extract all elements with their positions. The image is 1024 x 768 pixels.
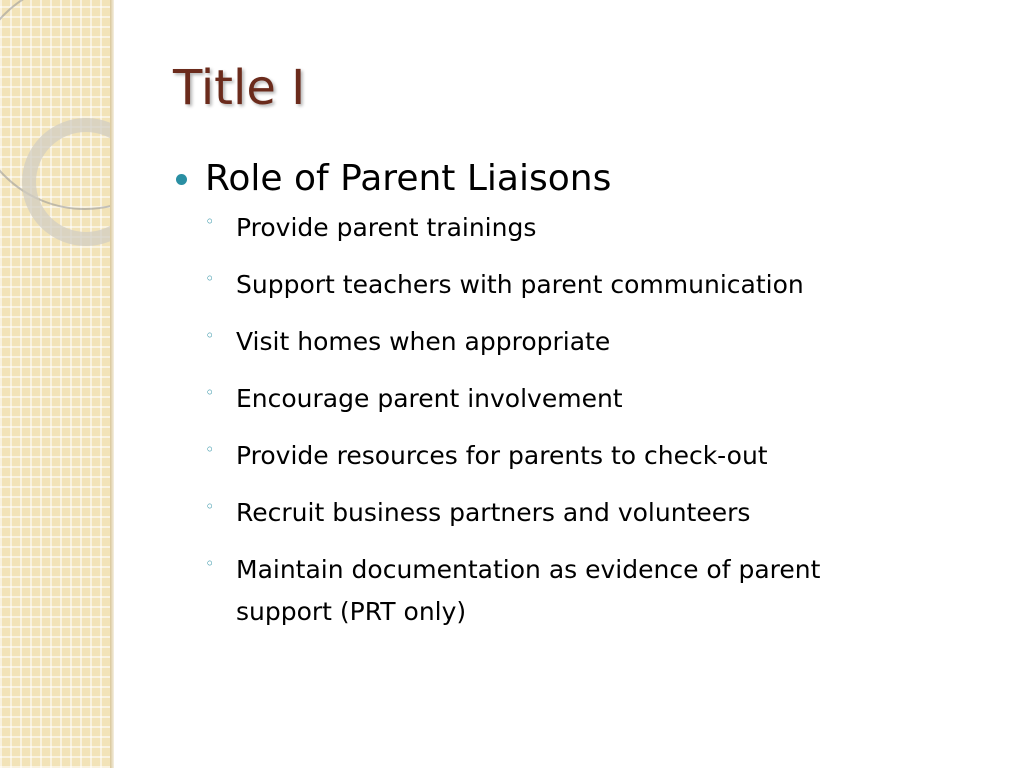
sub-bullet-item — [205, 492, 896, 534]
slide-title: Title I — [173, 60, 306, 116]
hollow-circle-bullet-icon: ◦ — [205, 269, 215, 288]
sub-bullet-text: Provide parent trainings — [236, 213, 537, 242]
sidebar-edge — [110, 0, 114, 768]
sub-bullet-item — [205, 378, 896, 420]
hollow-circle-bullet-icon: ◦ — [205, 554, 215, 573]
hollow-circle-bullet-icon: ◦ — [205, 212, 215, 231]
sub-bullet-item — [205, 321, 896, 363]
hollow-circle-bullet-icon: ◦ — [205, 440, 215, 459]
sub-bullet-item — [205, 549, 896, 633]
hollow-circle-bullet-icon: ◦ — [205, 383, 215, 402]
sub-bullet-item — [205, 207, 896, 249]
sub-bullet-text: Maintain documentation as evidence of parent support (PRT only) — [236, 555, 821, 626]
hollow-circle-bullet-icon: ◦ — [205, 497, 215, 516]
sub-bullet-item — [205, 435, 896, 477]
sub-bullet-list — [205, 207, 896, 633]
sub-bullet-text: Recruit business partners and volunteers — [236, 498, 751, 527]
hollow-circle-bullet-icon: ◦ — [205, 326, 215, 345]
slide-content — [176, 156, 896, 648]
decorative-sidebar — [0, 0, 112, 768]
sub-bullet-text: Visit homes when appropriate — [236, 327, 611, 356]
bullet-dot-icon — [176, 174, 187, 185]
sub-bullet-item — [205, 264, 896, 306]
sub-bullet-text: Encourage parent involvement — [236, 384, 623, 413]
sub-bullet-text: Provide resources for parents to check-out — [236, 441, 768, 470]
bullet-item — [176, 156, 896, 633]
bullet-text: Role of Parent Liaisons — [205, 158, 612, 199]
sub-bullet-text: Support teachers with parent communication — [236, 270, 804, 299]
